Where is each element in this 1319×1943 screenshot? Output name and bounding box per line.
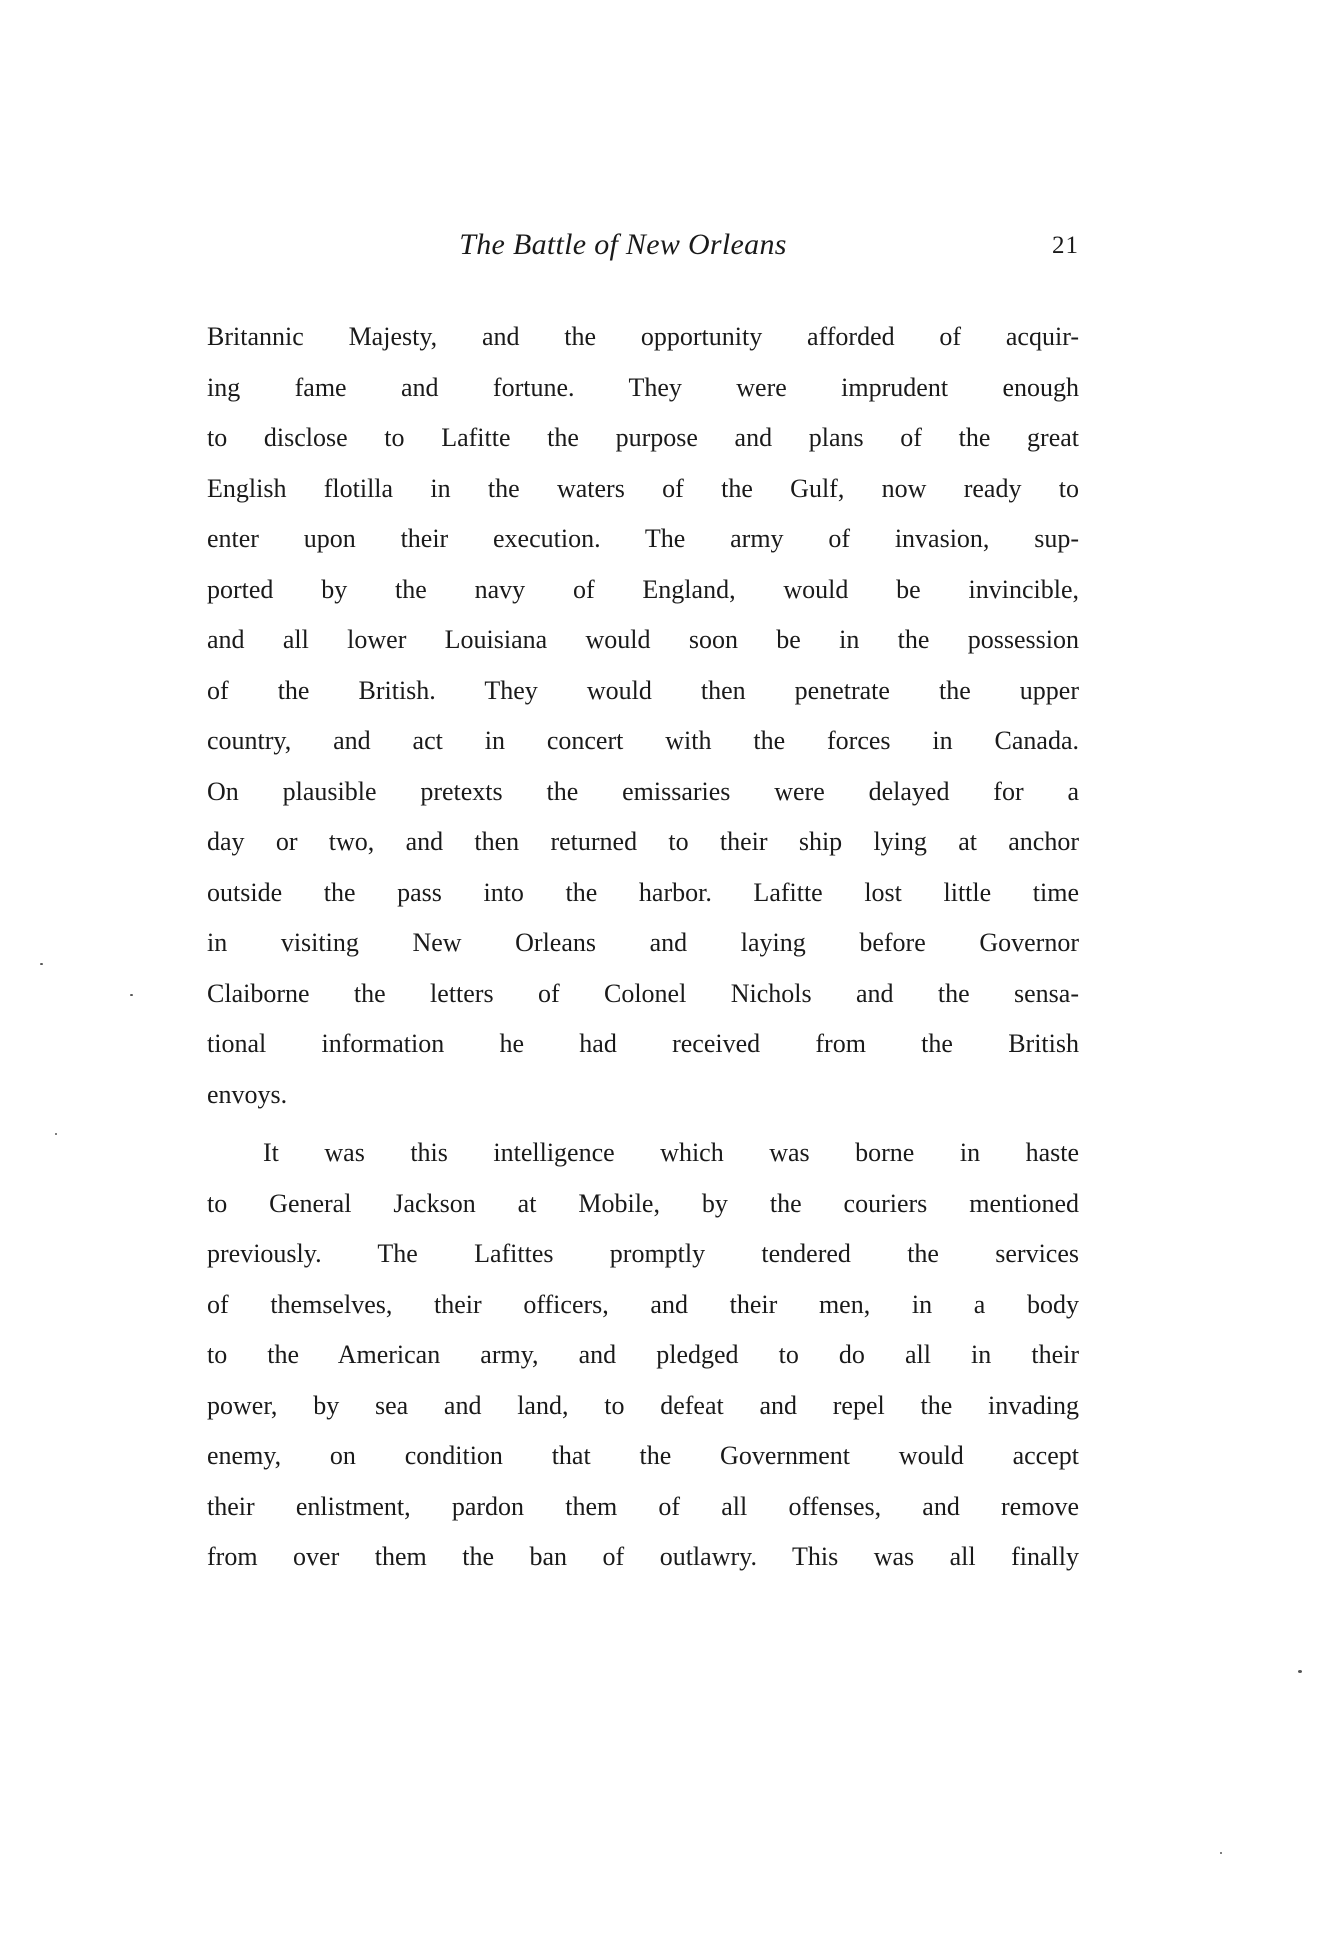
text-line: outside the pass into the harbor. Lafitte lost little time	[207, 877, 1079, 907]
paragraph-2	[207, 1128, 1079, 1583]
running-head	[207, 228, 1079, 272]
text-line: to the American army, and pledged to do all in their	[207, 1340, 1079, 1369]
text-line: previously. The Lafittes promptly tendered the services	[207, 1239, 1079, 1268]
scan-speck	[1298, 1670, 1302, 1673]
page-number: 21	[1052, 232, 1079, 259]
text-line: of themselves, their officers, and their men, in a body	[207, 1289, 1079, 1319]
text-line: power, by sea and land, to defeat and repel the invading	[207, 1390, 1079, 1420]
body-text	[207, 312, 1079, 1583]
text-line: On plausible pretexts the emissaries were delayed for a	[207, 776, 1079, 806]
scan-speck	[55, 1133, 57, 1135]
text-line: tional information he had received from the British	[207, 1029, 1079, 1058]
text-line: country, and act in concert with the forces in Canada.	[207, 726, 1079, 755]
text-line: English flotilla in the waters of the Gulf, now ready to	[207, 473, 1079, 503]
text-line: Britannic Majesty, and the opportunity afforded of acquir-	[207, 322, 1079, 351]
paragraph-1	[207, 312, 1079, 1120]
text-line: their enlistment, pardon them of all offenses, and remove	[207, 1491, 1079, 1521]
text-line: from over them the ban of outlawry. This was all finally	[207, 1542, 1079, 1571]
text-line: It was this intelligence which was borne in haste	[263, 1138, 1079, 1167]
text-line: day or two, and then returned to their ship lying at anchor	[207, 827, 1079, 856]
text-line: ported by the navy of England, would be invincible,	[207, 574, 1079, 604]
scan-speck	[130, 994, 133, 996]
text-line: enemy, on condition that the Government would accept	[207, 1441, 1079, 1470]
text-line: to disclose to Lafitte the purpose and plans of the great	[207, 423, 1079, 452]
text-line: and all lower Louisiana would soon be in the possession	[207, 625, 1079, 654]
text-line: to General Jackson at Mobile, by the couriers mentioned	[207, 1188, 1079, 1218]
text-line: ing fame and fortune. They were imprudent enough	[207, 372, 1079, 402]
scan-speck	[40, 963, 43, 965]
text-line: enter upon their execution. The army of invasion, sup-	[207, 524, 1079, 553]
scan-speck	[1220, 1852, 1222, 1854]
text-line: in visiting New Orleans and laying before Governor	[207, 928, 1079, 957]
text-line: Claiborne the letters of Colonel Nichols and the sensa-	[207, 978, 1079, 1008]
running-title: The Battle of New Orleans	[459, 228, 787, 261]
text-line: of the British. They would then penetrate the upper	[207, 675, 1079, 705]
text-line: envoys.	[207, 1079, 288, 1109]
